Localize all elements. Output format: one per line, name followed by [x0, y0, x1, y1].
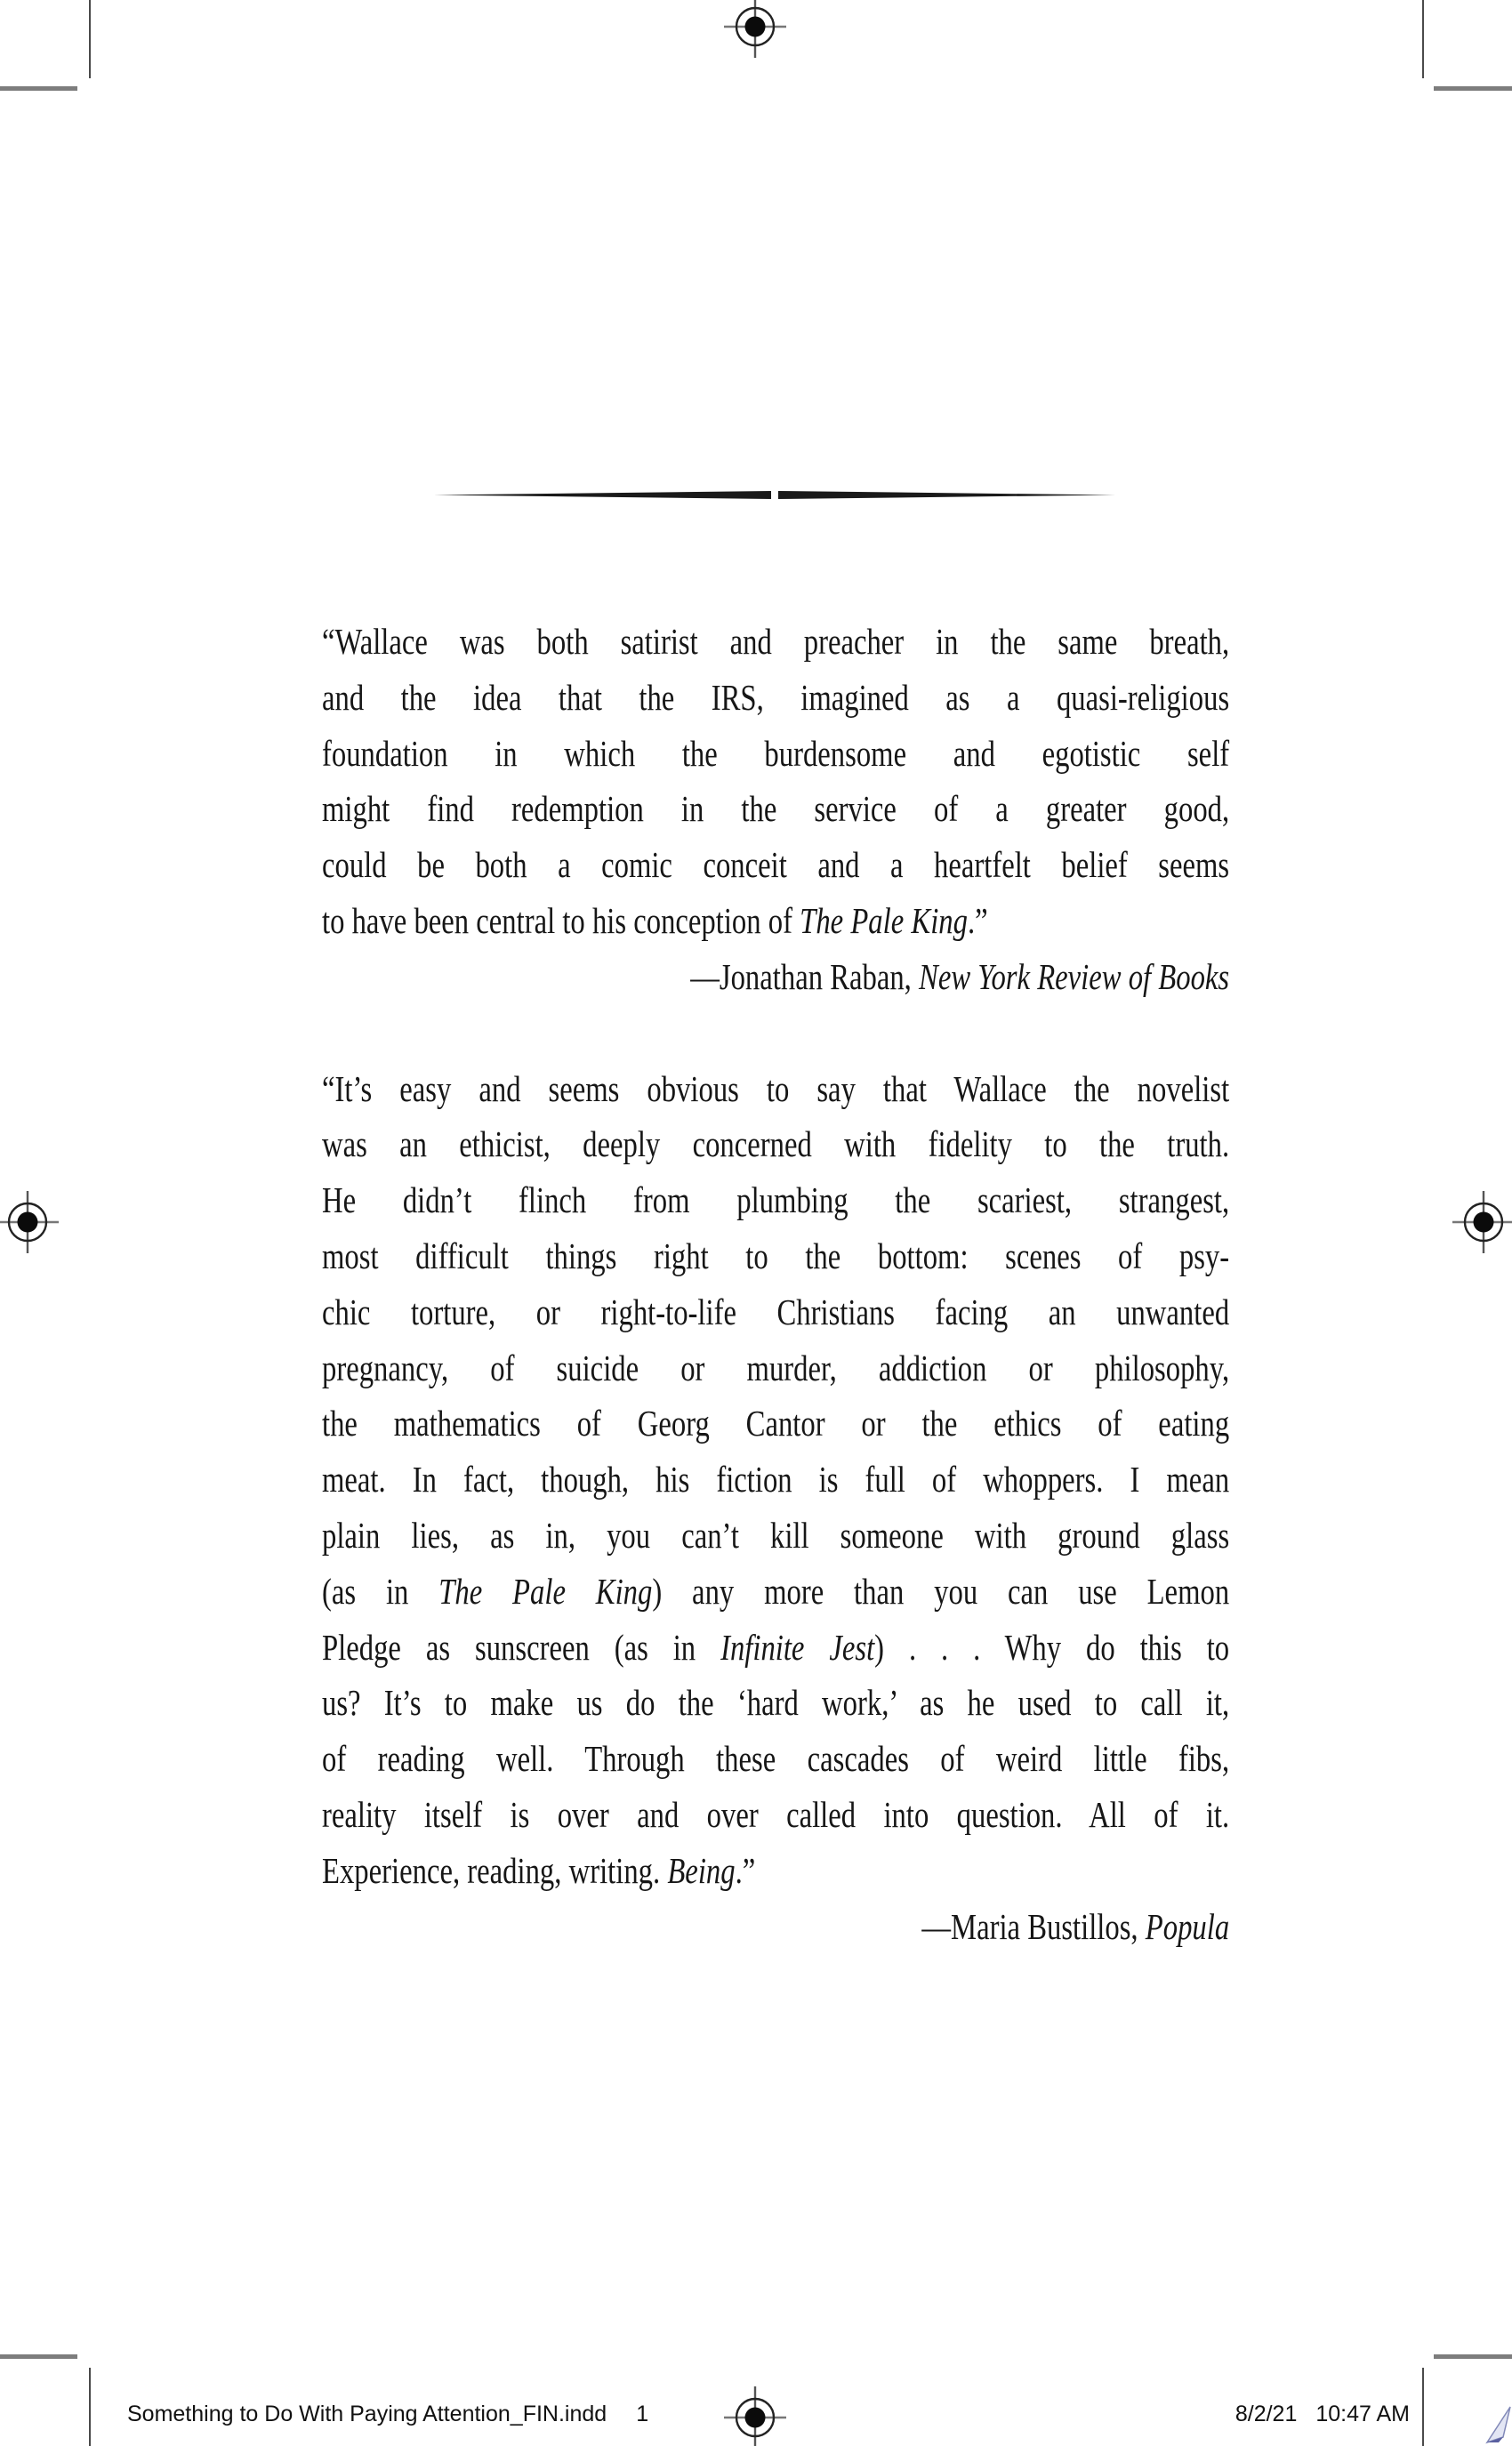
text-line: meat. In fact, though, his fiction is full of whoppers. I mean	[322, 1459, 1230, 1501]
crop-mark-bottom-right	[1422, 2368, 1424, 2446]
trim-bar-bottom-right	[1434, 2354, 1512, 2359]
text-line: was an ethicist, deeply concerned with fidelity to the truth.	[322, 1123, 1230, 1165]
text-line: and the idea that the IRS, imagined as a quasi-religious	[322, 676, 1230, 718]
crop-mark-bottom-left	[89, 2368, 91, 2446]
text-line: —Maria Bustillos, Popula	[921, 1905, 1230, 1947]
text-line: to have been central to his conception of The Pale King.”	[322, 899, 988, 941]
text-line: us? It’s to make us do the ‘hard work,’ as he used to call it,	[322, 1682, 1230, 1724]
praise-quotes-block	[322, 614, 1229, 1954]
registration-mark-top-icon	[724, 0, 786, 58]
text-line: Pledge as sunscreen (as in Infinite Jest) . . . Why do this to	[322, 1626, 1230, 1668]
text-line: the mathematics of Georg Cantor or the ethics of eating	[322, 1403, 1230, 1444]
text-line: (as in The Pale King) any more than you can use Lemon	[322, 1570, 1230, 1612]
crop-mark-top-right	[1422, 0, 1424, 78]
text-line: reality itself is over and over called into question. All of it.	[322, 1793, 1230, 1835]
footer-slug-left	[127, 2402, 648, 2427]
text-line: most difficult things right to the bottom: scenes of psy-	[322, 1235, 1230, 1276]
registration-mark-bottom-icon	[724, 2386, 786, 2446]
text-line: might find redemption in the service of a greater good,	[322, 788, 1230, 830]
trim-bar-top-left	[0, 86, 77, 91]
ornament-rule-icon	[434, 490, 1115, 500]
quote-bustillos	[322, 1061, 1229, 1899]
registration-mark-right-icon	[1452, 1191, 1512, 1253]
pen-cursor-icon	[1476, 2402, 1512, 2446]
text-line: plain lies, as in, you can’t kill someone with ground glass	[322, 1514, 1230, 1556]
text-line: pregnancy, of suicide or murder, addiction or philosophy,	[322, 1347, 1230, 1388]
text-line: of reading well. Through these cascades of weird little fibs,	[322, 1738, 1230, 1780]
quote-raban	[322, 614, 1229, 949]
registration-mark-left-icon	[0, 1191, 59, 1253]
quote-bustillos-attribution	[322, 1899, 1229, 1955]
footer-filename: Something to Do With Paying Attention_FIN.indd	[127, 2402, 607, 2426]
footer-page-number: 1	[636, 2402, 649, 2426]
crop-mark-top-left	[89, 0, 91, 78]
trim-bar-top-right	[1434, 86, 1512, 91]
text-line: —Jonathan Raban, New York Review of Books	[690, 955, 1230, 997]
footer-date: 8/2/21	[1235, 2402, 1298, 2426]
text-line: He didn’t flinch from plumbing the scariest, strangest,	[322, 1179, 1230, 1221]
text-line: chic torture, or right-to-life Christians facing an unwanted	[322, 1291, 1230, 1332]
quote-raban-attribution	[322, 949, 1229, 1005]
trim-bar-bottom-left	[0, 2354, 77, 2359]
text-line: Experience, reading, writing. Being.”	[322, 1849, 756, 1891]
footer-slug-right	[1235, 2402, 1410, 2427]
text-line: “Wallace was both satirist and preacher in the same breath,	[322, 621, 1230, 662]
text-line: foundation in which the burdensome and egotistic self	[322, 732, 1230, 774]
footer-time: 10:47 AM	[1315, 2402, 1410, 2426]
text-line: could be both a comic conceit and a heartfelt belief seems	[322, 844, 1230, 886]
text-line: “It’s easy and seems obvious to say that Wallace the novelist	[322, 1067, 1230, 1109]
